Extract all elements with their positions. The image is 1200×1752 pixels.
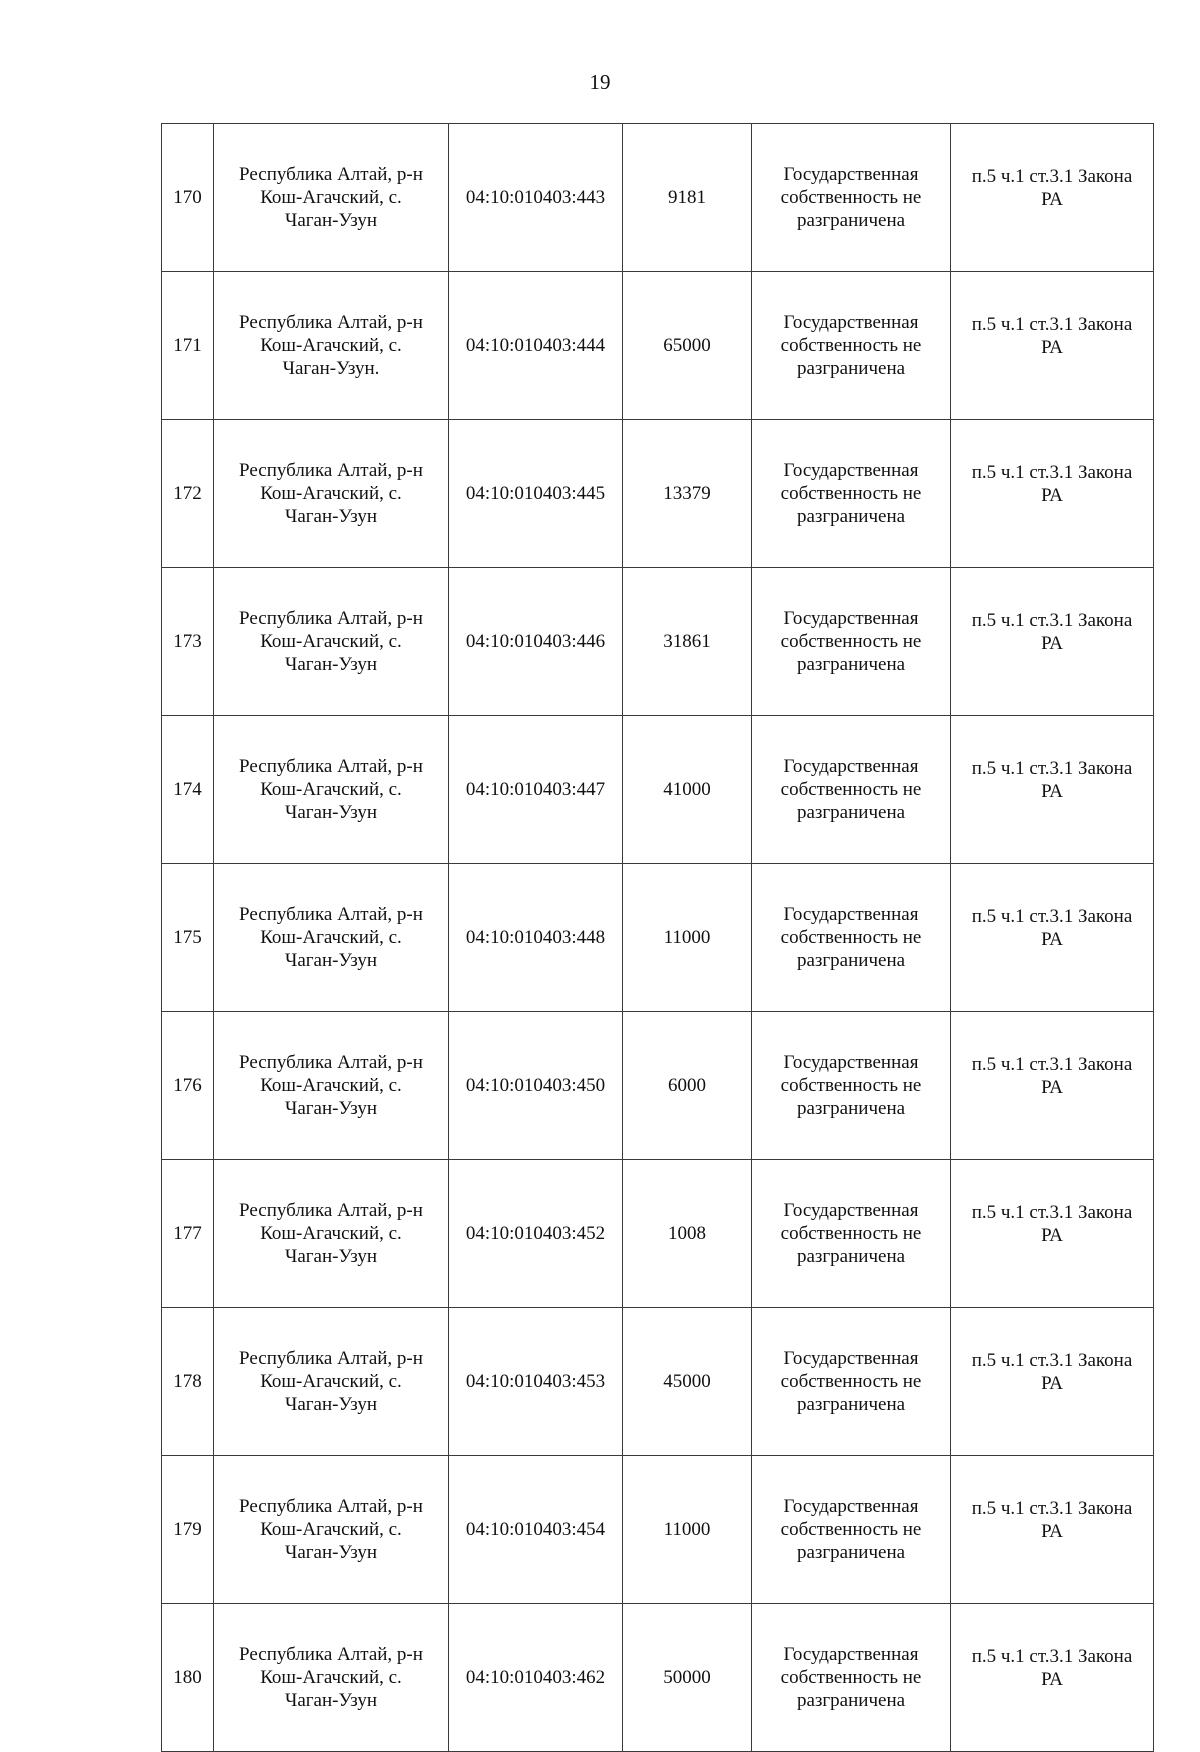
table-row [162, 568, 1154, 716]
area-cell [623, 1160, 752, 1308]
area-cell [623, 124, 752, 272]
cadastral-number: 04:10:010403:453 [465, 1371, 606, 1392]
address-line: Кош-Агачский, с. [260, 631, 402, 652]
ownership-line: разграничена [796, 506, 906, 527]
area-value: 13379 [663, 483, 711, 504]
legal-basis-cell [951, 1160, 1154, 1308]
row-number-cell [162, 1160, 214, 1308]
row-number: 180 [173, 1667, 202, 1688]
address-line: Республика Алтай, р-н [239, 312, 423, 333]
ownership-line: Государственная [783, 904, 919, 925]
legal-basis-line: РА [1041, 1076, 1063, 1098]
ownership-line: разграничена [796, 1542, 906, 1563]
legal-basis-cell [951, 272, 1154, 420]
row-number: 177 [173, 1223, 202, 1244]
row-number: 178 [173, 1371, 202, 1392]
area-cell [623, 420, 752, 568]
legal-basis-line: п.5 ч.1 ст.3.1 Закона [971, 1497, 1133, 1519]
table-row [162, 1308, 1154, 1456]
area-cell [623, 1456, 752, 1604]
legal-basis-line: п.5 ч.1 ст.3.1 Закона [971, 313, 1133, 335]
area-cell [623, 272, 752, 420]
ownership-line: собственность не [780, 1519, 922, 1540]
area-value: 6000 [668, 1075, 706, 1096]
ownership-line: Государственная [783, 756, 919, 777]
cadastral-number-cell [449, 1160, 623, 1308]
ownership-cell [752, 1308, 951, 1456]
legal-basis-line: РА [1041, 1520, 1063, 1542]
cadastral-number: 04:10:010403:445 [465, 483, 606, 504]
address-line: Чаган-Узун [284, 1098, 378, 1119]
ownership-line: собственность не [780, 779, 922, 800]
row-number-cell [162, 864, 214, 1012]
area-cell [623, 1604, 752, 1752]
row-number-cell [162, 568, 214, 716]
legal-basis-line: п.5 ч.1 ст.3.1 Закона [971, 757, 1133, 779]
ownership-line: Государственная [783, 608, 919, 629]
row-number: 171 [173, 335, 202, 356]
cadastral-number-cell [449, 124, 623, 272]
address-line: Кош-Агачский, с. [260, 187, 402, 208]
address-line: Чаган-Узун [284, 1246, 378, 1267]
legal-basis-line: РА [1041, 780, 1063, 802]
cadastral-number-cell [449, 1456, 623, 1604]
address-line: Республика Алтай, р-н [239, 1644, 423, 1665]
cadastral-number-cell [449, 864, 623, 1012]
address-line: Кош-Агачский, с. [260, 1667, 402, 1688]
ownership-line: Государственная [783, 164, 919, 185]
ownership-cell [752, 568, 951, 716]
legal-basis-line: п.5 ч.1 ст.3.1 Закона [971, 461, 1133, 483]
address-cell [214, 568, 449, 716]
address-line: Чаган-Узун [284, 950, 378, 971]
table-row [162, 1604, 1154, 1752]
address-cell [214, 716, 449, 864]
ownership-line: Государственная [783, 1644, 919, 1665]
ownership-line: собственность не [780, 1371, 922, 1392]
legal-basis-cell [951, 124, 1154, 272]
legal-basis-cell [951, 1604, 1154, 1752]
row-number-cell [162, 1604, 214, 1752]
ownership-line: Государственная [783, 460, 919, 481]
ownership-cell [752, 1160, 951, 1308]
cadastral-number: 04:10:010403:443 [465, 187, 606, 208]
cadastral-number: 04:10:010403:450 [465, 1075, 606, 1096]
row-number-cell [162, 272, 214, 420]
ownership-line: собственность не [780, 1223, 922, 1244]
legal-basis-line: п.5 ч.1 ст.3.1 Закона [971, 1645, 1133, 1667]
address-line: Чаган-Узун [284, 506, 378, 527]
address-cell [214, 1308, 449, 1456]
legal-basis-cell [951, 864, 1154, 1012]
row-number: 176 [173, 1075, 202, 1096]
address-cell [214, 1456, 449, 1604]
table-row [162, 1160, 1154, 1308]
legal-basis-line: п.5 ч.1 ст.3.1 Закона [971, 905, 1133, 927]
area-cell [623, 1308, 752, 1456]
ownership-cell [752, 124, 951, 272]
ownership-line: Государственная [783, 1052, 919, 1073]
address-line: Чаган-Узун [284, 1690, 378, 1711]
table-row [162, 420, 1154, 568]
ownership-line: разграничена [796, 802, 906, 823]
page-number: 19 [589, 70, 611, 94]
legal-basis-cell [951, 716, 1154, 864]
address-line: Республика Алтай, р-н [239, 608, 423, 629]
legal-basis-line: п.5 ч.1 ст.3.1 Закона [971, 609, 1133, 631]
ownership-cell [752, 1456, 951, 1604]
legal-basis-line: РА [1041, 632, 1063, 654]
table-row [162, 1012, 1154, 1160]
address-line: Кош-Агачский, с. [260, 779, 402, 800]
land-plots-table [161, 123, 1154, 1752]
row-number: 172 [173, 483, 202, 504]
ownership-line: разграничена [796, 1690, 906, 1711]
address-cell [214, 1604, 449, 1752]
row-number: 175 [173, 927, 202, 948]
ownership-line: собственность не [780, 927, 922, 948]
area-value: 9181 [668, 187, 706, 208]
address-cell [214, 1012, 449, 1160]
area-value: 50000 [663, 1667, 711, 1688]
table-row [162, 1456, 1154, 1604]
legal-basis-line: п.5 ч.1 ст.3.1 Закона [971, 165, 1133, 187]
cadastral-number-cell [449, 568, 623, 716]
legal-basis-line: РА [1041, 336, 1063, 358]
area-value: 65000 [663, 335, 711, 356]
ownership-line: собственность не [780, 335, 922, 356]
address-cell [214, 1160, 449, 1308]
address-line: Чаган-Узун [284, 1542, 378, 1563]
cadastral-number: 04:10:010403:447 [465, 779, 606, 800]
legal-basis-cell [951, 1012, 1154, 1160]
row-number-cell [162, 1308, 214, 1456]
ownership-line: Государственная [783, 1348, 919, 1369]
address-cell [214, 420, 449, 568]
ownership-line: собственность не [780, 483, 922, 504]
area-value: 45000 [663, 1371, 711, 1392]
ownership-line: разграничена [796, 1394, 906, 1415]
ownership-line: разграничена [796, 654, 906, 675]
ownership-cell [752, 1604, 951, 1752]
address-line: Кош-Агачский, с. [260, 1223, 402, 1244]
address-line: Кош-Агачский, с. [260, 1519, 402, 1540]
area-value: 41000 [663, 779, 711, 800]
legal-basis-cell [951, 568, 1154, 716]
address-line: Республика Алтай, р-н [239, 1200, 423, 1221]
address-line: Республика Алтай, р-н [239, 1496, 423, 1517]
area-value: 11000 [663, 927, 711, 948]
table-row [162, 716, 1154, 864]
row-number-cell [162, 1456, 214, 1604]
legal-basis-line: РА [1041, 928, 1063, 950]
address-line: Кош-Агачский, с. [260, 483, 402, 504]
area-value: 11000 [663, 1519, 711, 1540]
address-line: Республика Алтай, р-н [239, 904, 423, 925]
legal-basis-line: РА [1041, 484, 1063, 506]
table-row [162, 124, 1154, 272]
legal-basis-line: РА [1041, 188, 1063, 210]
ownership-line: собственность не [780, 1075, 922, 1096]
table-row [162, 864, 1154, 1012]
area-cell [623, 864, 752, 1012]
address-line: Чаган-Узун. [282, 358, 380, 379]
address-line: Чаган-Узун [284, 1394, 378, 1415]
cadastral-number-cell [449, 272, 623, 420]
cadastral-number-cell [449, 420, 623, 568]
row-number-cell [162, 124, 214, 272]
ownership-line: разграничена [796, 1246, 906, 1267]
cadastral-number-cell [449, 1012, 623, 1160]
address-line: Кош-Агачский, с. [260, 335, 402, 356]
ownership-cell [752, 420, 951, 568]
table-row [162, 272, 1154, 420]
address-line: Кош-Агачский, с. [260, 1075, 402, 1096]
address-cell [214, 272, 449, 420]
address-line: Чаган-Узун [284, 210, 378, 231]
area-cell [623, 568, 752, 716]
address-line: Республика Алтай, р-н [239, 1348, 423, 1369]
legal-basis-line: п.5 ч.1 ст.3.1 Закона [971, 1201, 1133, 1223]
ownership-cell [752, 1012, 951, 1160]
address-cell [214, 124, 449, 272]
legal-basis-line: РА [1041, 1224, 1063, 1246]
legal-basis-line: РА [1041, 1372, 1063, 1394]
ownership-line: разграничена [796, 950, 906, 971]
cadastral-number-cell [449, 1308, 623, 1456]
row-number: 179 [173, 1519, 202, 1540]
legal-basis-cell [951, 1308, 1154, 1456]
ownership-cell [752, 864, 951, 1012]
table-body [162, 124, 1154, 1752]
row-number: 174 [173, 779, 202, 800]
address-line: Республика Алтай, р-н [239, 1052, 423, 1073]
cadastral-number: 04:10:010403:446 [465, 631, 606, 652]
row-number: 173 [173, 631, 202, 652]
row-number-cell [162, 420, 214, 568]
address-line: Республика Алтай, р-н [239, 164, 423, 185]
ownership-line: собственность не [780, 1667, 922, 1688]
row-number: 170 [173, 187, 202, 208]
legal-basis-line: п.5 ч.1 ст.3.1 Закона [971, 1053, 1133, 1075]
ownership-line: разграничена [796, 358, 906, 379]
address-line: Кош-Агачский, с. [260, 1371, 402, 1392]
cadastral-number: 04:10:010403:452 [465, 1223, 606, 1244]
legal-basis-line: РА [1041, 1668, 1063, 1690]
cadastral-number-cell [449, 1604, 623, 1752]
address-cell [214, 864, 449, 1012]
cadastral-number: 04:10:010403:454 [465, 1519, 606, 1540]
address-line: Чаган-Узун [284, 802, 378, 823]
ownership-cell [752, 716, 951, 864]
ownership-line: собственность не [780, 187, 922, 208]
ownership-line: Государственная [783, 312, 919, 333]
area-value: 1008 [668, 1223, 706, 1244]
cadastral-number: 04:10:010403:448 [465, 927, 606, 948]
ownership-line: разграничена [796, 1098, 906, 1119]
ownership-line: Государственная [783, 1496, 919, 1517]
area-value: 31861 [663, 631, 711, 652]
legal-basis-cell [951, 420, 1154, 568]
legal-basis-cell [951, 1456, 1154, 1604]
ownership-line: Государственная [783, 1200, 919, 1221]
ownership-line: разграничена [796, 210, 906, 231]
address-line: Чаган-Узун [284, 654, 378, 675]
address-line: Кош-Агачский, с. [260, 927, 402, 948]
ownership-line: собственность не [780, 631, 922, 652]
address-line: Республика Алтай, р-н [239, 460, 423, 481]
area-cell [623, 1012, 752, 1160]
legal-basis-line: п.5 ч.1 ст.3.1 Закона [971, 1349, 1133, 1371]
row-number-cell [162, 716, 214, 864]
row-number-cell [162, 1012, 214, 1160]
cadastral-number: 04:10:010403:444 [465, 335, 606, 356]
area-cell [623, 716, 752, 864]
ownership-cell [752, 272, 951, 420]
cadastral-number-cell [449, 716, 623, 864]
address-line: Республика Алтай, р-н [239, 756, 423, 777]
cadastral-number: 04:10:010403:462 [465, 1667, 606, 1688]
